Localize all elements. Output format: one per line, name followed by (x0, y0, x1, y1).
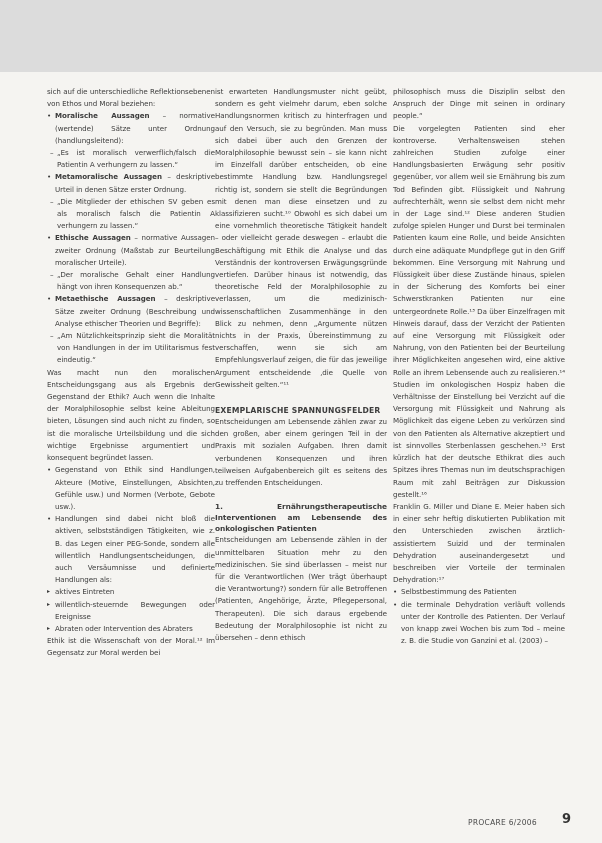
subsection-heading: 1. Ernährungstherapeutische Interventionen am Lebensende des onkologischen Patienten (215, 502, 387, 534)
statement-list (47, 110, 215, 366)
term: Moralische Aussagen (55, 111, 150, 121)
term-text: – deskriptive Sätze zweiter Ordnung (Beschreibung und Analyse ethischer Theorien und Begriffe): (55, 294, 216, 328)
list-subitem: – „Am Nützlichkeitsprinzip sieht die Moralität von Handlungen in der im Utilitarismus fest eindeutig.“ (47, 330, 215, 367)
journal-issue: PROCARE 6/2006 (468, 818, 537, 827)
text-column-middle (215, 86, 387, 644)
list-item (47, 171, 215, 195)
term-text: – normative (wertende) Sätze unter Ordnung (handlungsleitend): (55, 111, 215, 145)
list-item: • Handlungen sind dabei nicht bloß die aktiven, selbstständigen Tätigkeiten, wie z. B. das Legen einer PEG-Sonde, sondern alle willentlich Handlungsentscheidungen, die auch Versäumnisse und definierte Handlungen als: (47, 513, 215, 586)
term: Ethische Aussagen (55, 233, 131, 243)
page-number: 9 (562, 812, 572, 827)
list-item: • Gegenstand von Ethik sind Handlungen, Akteure (Motive, Einstellungen, Absichten, Gefühle usw.) und Normen (Verbote, Gebote usw.). (47, 464, 215, 513)
paragraph: Die vorgelegten Patienten sind eher kontroverse. Verhaltensweisen stehen zahlreichen Studien zufolge einer Handlungsbasierten Erwägung sehr positiv gegenüber, vor allem weil sie Ernährung bis zum Tod Befinden gibt. Flüssigkeit und Nahrung aufrechterhält, wenn sie selbst dem nicht mehr in der Lage sind.¹² Diese anderen Studien zufolge spielen Hunger und Durst bei terminalen Patienten kaum eine Rolle, und beide Ansichten durch eine adäquate Mundpflege gut in den Griff bekommen. Eine Versorgung mit Nahrung und Flüssigkeit über diese Zustände hinaus, spielen in der Sicherung des Komforts bei einer Schwerstkranken Patienten nur eine untergeordnete Rolle.¹³ Da über Einzelfragen mit Hinweis darauf, dass der Verzicht der Patienten auf eine Versorgung mit Flüssigkeit oder Nahrung, von den Patienten bei der Beurteilung ihrer Möglichkeiten angesehen wird, eine aktive Rolle an ihrem Lebensende auch zu realisieren.¹⁴ Studien im onkologischen Hospiz haben die Verhältnisse der Einstellung bei Verzicht auf die Versorgung mit Flüssigkeit und Nahrung als Möglichkeit das eigene Leben zu verkürzen sind von den Patienten als Alternative akzeptiert und ist sinnvolles Sterbenlassen geschehen.¹⁵ Erst kürzlich hat der deutsche Ethikrat dies auch Spitzes ihres Themas nun im deutschsprachigen Raum mit zahl Beiträgen zur Diskussion gestellt.¹⁶ (393, 123, 565, 499)
list-item: • die terminale Dehydration verläuft vollends unter der Kontrolle des Patienten. Der Verlauf von knapp zwei Wochen bis zum Tod – meine z. B. die Studie von Ganzini et al. (2003) – (393, 599, 565, 648)
paragraph: Entscheidungen am Lebensende zählen in der unmittelbaren Situation mehr zu den medizinischen. Sie sind überlassen – meist nur für die Verantwortlichen (Wer trägt überhaupt die Verantwortung?) sondern für alle Betroffenen (Patienten, Angehörige, Ärzte, Pflegepersonal, Therapeuten). Die sich daraus ergebende Bedeutung der Moralphilosophie ist nicht zu übersehen – denn ethisch (215, 535, 387, 642)
subject-list (47, 464, 215, 635)
term-text: – normative Aussagen zweiter Ordnung (Maßstab zur Beurteilung moralischer Urteile). (55, 233, 215, 267)
list-subitem: ▸ aktives Eintreten (47, 586, 215, 598)
term: Metamoralische Aussagen (55, 172, 162, 182)
list-item (47, 232, 215, 269)
term-text: – deskriptive Urteil in denen Sätze erster Ordnung. (55, 172, 216, 194)
list-subitem: – „Die Mitglieder der ethischen SV geben es als moralisch falsch die Patientin A verhungern zu lassen.“ (47, 196, 215, 233)
list-subitem: ▸ Abraten oder Intervention des Abraters (47, 623, 215, 635)
paragraph: Franklin G. Miller und Diane E. Meier haben sich in einer sehr heftig diskutierten Publikation mit den Unterschieden zwischen ärztlich-assistiertem Suizid und der terminalen Dehydration auseinandergesetzt und beschreiben vier Vorteile der terminalen Dehydration:¹⁷ (393, 501, 565, 585)
text-column-left (47, 86, 215, 660)
section-heading: EXEMPLARISCHE SPANNUNGSFELDER (215, 406, 381, 416)
advantage-list (393, 586, 565, 647)
header-band (0, 0, 602, 72)
list-item (47, 293, 215, 330)
list-subitem: ▸ willentlich-steuernde Bewegungen oder Ereignisse (47, 599, 215, 623)
list-item: • Selbstbestimmung des Patienten (393, 586, 565, 598)
list-subitem: – „Es ist moralisch verwerflich/falsch die Patientin A verhungern zu lassen.“ (47, 147, 215, 171)
paragraph: Was macht nun den moralischen Entscheidungsgang aus als Ergebnis der Gegenstand der Ethik? Auch wenn die Inhalte der Moralphilosophie selbst keine Ableitung bieten, Lösungen sind auch nicht zu finden, so ist die moralische Urteilsbildung und die sich wichtige Ergebnisse argumentiert und konsequent begründet lassen. (47, 367, 215, 463)
text-column-right (393, 86, 565, 647)
paragraph: Entscheidungen am Lebensende zählen zwar zu den großen, aber einem geringen Teil in der Praxis mit sozialen Aufgaben. Ihren damit verbundenen Konsequenzen und ihren teilweisen Aufgabenbereich gilt es seitens des zu treffenden Entscheidungen. (215, 417, 387, 488)
paragraph: philosophisch muss die Disziplin selbst den Anspruch der Dinge mit seinen in ordinary people.“ (393, 87, 565, 121)
paragraph: ist erwarteten Handlungsmuster nicht geübt, sondern es geht vielmehr darum, eben solche Handlungsnormen kritisch zu hinterfragen und auf den Versuch, sie zu begründen. Man muss sich dabei über auch den Grenzen der Moralphilosophie bewusst sein – sie kann nicht im Einzelfall darüber entscheiden, ob eine bestimmte Handlung bzw. Handlungsregel richtig ist, sondern sie stellt die Begründungen mit denen man diese einsetzen und zu klassifizieren sucht.¹⁰ Obwohl es sich dabei um eine vornehmlich theoretische Tätigkeit handelt – oder vielleicht gerade deswegen – erlaubt die Beschäftigung mit Ethik die Analyse und das Verständnis der kontroversen Erwägungsgründe vertiefen. Darüber hinaus ist notwendig, das theoretische Feld der Moralphilosophie zu verlassen, um die medizinisch-wissenschaftlichen Zusammenhänge in den Blick zu nehmen, denn „Argumente nützen nichts in der Praxis, Übereinstimmung zu verschaffen, wenn sie sich am Empfehlungsverlauf zeigen, die für das jeweilige Argument entscheidende ‚die Quelle von Gewissheit gelten.“¹¹ (215, 87, 387, 389)
paragraph: Ethik ist die Wissenschaft von der Moral.¹² Im Gegensatz zur Moral werden bei (47, 636, 215, 658)
list-item (47, 110, 215, 147)
list-subitem: – „Der moralische Gehalt einer Handlung hängt von ihren Konsequenzen ab.“ (47, 269, 215, 293)
term: Metaethische Aussagen (55, 294, 156, 304)
paragraph: sich auf die unterschiedliche Reflektionsebenen von Ethos und Moral beziehen: (47, 87, 215, 109)
